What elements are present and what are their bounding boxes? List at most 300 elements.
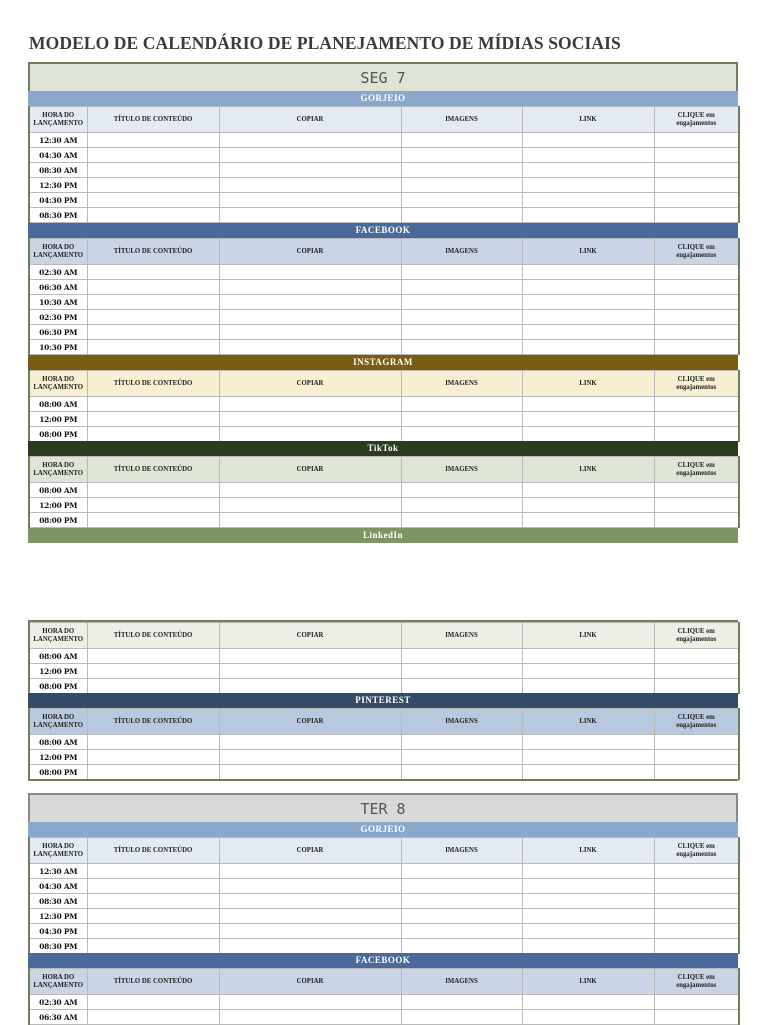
- platform-bar-facebook: FACEBOOK: [28, 953, 738, 968]
- header-copiar: COPIAR: [219, 371, 401, 397]
- platform-bar-tiktok: TikTok: [28, 441, 738, 456]
- header-hora: HORA DO LANÇAMENTO: [29, 969, 87, 995]
- table-row: [29, 909, 739, 924]
- titulo-cell[interactable]: [87, 148, 219, 163]
- imagens-cell[interactable]: [401, 397, 522, 412]
- header-hora: HORA DO LANÇAMENTO: [29, 838, 87, 864]
- header-link: LINK: [522, 457, 654, 483]
- frame-bottom-line: [28, 779, 738, 781]
- titulo-cell[interactable]: [87, 909, 219, 924]
- copiar-cell[interactable]: [219, 513, 401, 528]
- header-clique: CLIQUE em engajamentos: [654, 371, 739, 397]
- header-titulo: TÍTULO DE CONTEÚDO: [87, 709, 219, 735]
- day-header-seg-7: SEG 7: [28, 62, 738, 91]
- table-row: [29, 649, 739, 664]
- imagens-cell[interactable]: [401, 178, 522, 193]
- clique-cell[interactable]: [654, 163, 739, 178]
- copiar-cell[interactable]: [219, 427, 401, 442]
- link-cell[interactable]: [522, 1010, 654, 1025]
- table-row: [29, 412, 739, 427]
- link-cell[interactable]: [522, 280, 654, 295]
- copiar-cell[interactable]: [219, 163, 401, 178]
- column-header-row: [29, 457, 739, 483]
- link-cell[interactable]: [522, 750, 654, 765]
- time-cell: 12:30 PM: [29, 178, 87, 193]
- table-row: [29, 483, 739, 498]
- table-row: [29, 864, 739, 879]
- copiar-cell[interactable]: [219, 178, 401, 193]
- header-clique: CLIQUE em engajamentos: [654, 107, 739, 133]
- link-cell[interactable]: [522, 995, 654, 1010]
- titulo-cell[interactable]: [87, 163, 219, 178]
- table-row: [29, 295, 739, 310]
- copiar-cell[interactable]: [219, 483, 401, 498]
- imagens-cell[interactable]: [401, 310, 522, 325]
- time-cell: 08:30 PM: [29, 939, 87, 954]
- column-header-row: [29, 969, 739, 995]
- header-link: LINK: [522, 838, 654, 864]
- link-cell[interactable]: [522, 133, 654, 148]
- copiar-cell[interactable]: [219, 265, 401, 280]
- imagens-cell[interactable]: [401, 750, 522, 765]
- titulo-cell[interactable]: [87, 765, 219, 780]
- titulo-cell[interactable]: [87, 1010, 219, 1025]
- copiar-cell[interactable]: [219, 894, 401, 909]
- clique-cell[interactable]: [654, 679, 739, 694]
- titulo-cell[interactable]: [87, 178, 219, 193]
- copiar-cell[interactable]: [219, 133, 401, 148]
- header-imagens: IMAGENS: [401, 239, 522, 265]
- header-link: LINK: [522, 371, 654, 397]
- clique-cell[interactable]: [654, 427, 739, 442]
- header-hora: HORA DO LANÇAMENTO: [29, 239, 87, 265]
- imagens-cell[interactable]: [401, 879, 522, 894]
- link-cell[interactable]: [522, 340, 654, 355]
- header-copiar: COPIAR: [219, 969, 401, 995]
- time-cell: 04:30 AM: [29, 879, 87, 894]
- clique-cell[interactable]: [654, 879, 739, 894]
- clique-cell[interactable]: [654, 280, 739, 295]
- table-row: [29, 750, 739, 765]
- header-link: LINK: [522, 623, 654, 649]
- schedule-table-facebook: [28, 238, 740, 355]
- clique-cell[interactable]: [654, 148, 739, 163]
- header-clique: CLIQUE em engajamentos: [654, 457, 739, 483]
- clique-cell[interactable]: [654, 483, 739, 498]
- titulo-cell[interactable]: [87, 397, 219, 412]
- link-cell[interactable]: [522, 412, 654, 427]
- titulo-cell[interactable]: [87, 133, 219, 148]
- imagens-cell[interactable]: [401, 148, 522, 163]
- clique-cell[interactable]: [654, 265, 739, 280]
- time-cell: 08:30 AM: [29, 894, 87, 909]
- link-cell[interactable]: [522, 265, 654, 280]
- copiar-cell[interactable]: [219, 280, 401, 295]
- titulo-cell[interactable]: [87, 864, 219, 879]
- imagens-cell[interactable]: [401, 193, 522, 208]
- clique-cell[interactable]: [654, 939, 739, 954]
- column-header-row: [29, 239, 739, 265]
- titulo-cell[interactable]: [87, 295, 219, 310]
- time-cell: 12:00 PM: [29, 412, 87, 427]
- titulo-cell[interactable]: [87, 679, 219, 694]
- table-row: [29, 939, 739, 954]
- header-link: LINK: [522, 107, 654, 133]
- titulo-cell[interactable]: [87, 208, 219, 223]
- copiar-cell[interactable]: [219, 310, 401, 325]
- header-titulo: TÍTULO DE CONTEÚDO: [87, 969, 219, 995]
- link-cell[interactable]: [522, 483, 654, 498]
- imagens-cell[interactable]: [401, 909, 522, 924]
- header-hora: HORA DO LANÇAMENTO: [29, 623, 87, 649]
- time-cell: 12:00 PM: [29, 750, 87, 765]
- imagens-cell[interactable]: [401, 679, 522, 694]
- table-row: [29, 280, 739, 295]
- table-row: [29, 397, 739, 412]
- platform-bar-gorjeio: GORJEIO: [28, 91, 738, 106]
- header-imagens: IMAGENS: [401, 623, 522, 649]
- copiar-cell[interactable]: [219, 879, 401, 894]
- time-cell: 02:30 AM: [29, 995, 87, 1010]
- link-cell[interactable]: [522, 498, 654, 513]
- header-imagens: IMAGENS: [401, 457, 522, 483]
- link-cell[interactable]: [522, 879, 654, 894]
- header-titulo: TÍTULO DE CONTEÚDO: [87, 838, 219, 864]
- table-row: [29, 178, 739, 193]
- imagens-cell[interactable]: [401, 208, 522, 223]
- time-cell: 08:00 AM: [29, 397, 87, 412]
- header-copiar: COPIAR: [219, 838, 401, 864]
- table-row: [29, 995, 739, 1010]
- titulo-cell[interactable]: [87, 498, 219, 513]
- time-cell: 12:30 AM: [29, 864, 87, 879]
- link-cell[interactable]: [522, 909, 654, 924]
- titulo-cell[interactable]: [87, 193, 219, 208]
- schedule-table-instagram: [28, 370, 740, 442]
- link-cell[interactable]: [522, 649, 654, 664]
- clique-cell[interactable]: [654, 664, 739, 679]
- link-cell[interactable]: [522, 427, 654, 442]
- clique-cell[interactable]: [654, 498, 739, 513]
- table-row: [29, 427, 739, 442]
- titulo-cell[interactable]: [87, 995, 219, 1010]
- header-clique: CLIQUE em engajamentos: [654, 623, 739, 649]
- titulo-cell[interactable]: [87, 427, 219, 442]
- table-row: [29, 924, 739, 939]
- time-cell: 08:00 PM: [29, 679, 87, 694]
- clique-cell[interactable]: [654, 735, 739, 750]
- time-cell: 12:30 AM: [29, 133, 87, 148]
- copiar-cell[interactable]: [219, 397, 401, 412]
- header-copiar: COPIAR: [219, 107, 401, 133]
- schedule-table-gorjeio: [28, 106, 740, 223]
- copiar-cell[interactable]: [219, 765, 401, 780]
- imagens-cell[interactable]: [401, 265, 522, 280]
- titulo-cell[interactable]: [87, 939, 219, 954]
- clique-cell[interactable]: [654, 412, 739, 427]
- copiar-cell[interactable]: [219, 939, 401, 954]
- imagens-cell[interactable]: [401, 498, 522, 513]
- time-cell: 08:00 AM: [29, 649, 87, 664]
- clique-cell[interactable]: [654, 864, 739, 879]
- schedule-table-tiktok: [28, 456, 740, 528]
- imagens-cell[interactable]: [401, 664, 522, 679]
- platform-bar-instagram: INSTAGRAM: [28, 355, 738, 370]
- copiar-cell[interactable]: [219, 679, 401, 694]
- titulo-cell[interactable]: [87, 412, 219, 427]
- imagens-cell[interactable]: [401, 765, 522, 780]
- copiar-cell[interactable]: [219, 340, 401, 355]
- link-cell[interactable]: [522, 939, 654, 954]
- table-row: [29, 765, 739, 780]
- link-cell[interactable]: [522, 735, 654, 750]
- imagens-cell[interactable]: [401, 483, 522, 498]
- clique-cell[interactable]: [654, 178, 739, 193]
- imagens-cell[interactable]: [401, 924, 522, 939]
- table-row: [29, 498, 739, 513]
- imagens-cell[interactable]: [401, 894, 522, 909]
- link-cell[interactable]: [522, 924, 654, 939]
- time-cell: 06:30 AM: [29, 280, 87, 295]
- clique-cell[interactable]: [654, 909, 739, 924]
- imagens-cell[interactable]: [401, 735, 522, 750]
- header-titulo: TÍTULO DE CONTEÚDO: [87, 457, 219, 483]
- header-imagens: IMAGENS: [401, 838, 522, 864]
- header-hora: HORA DO LANÇAMENTO: [29, 457, 87, 483]
- clique-cell[interactable]: [654, 1010, 739, 1025]
- header-copiar: COPIAR: [219, 457, 401, 483]
- clique-cell[interactable]: [654, 325, 739, 340]
- titulo-cell[interactable]: [87, 894, 219, 909]
- time-cell: 08:00 AM: [29, 483, 87, 498]
- imagens-cell[interactable]: [401, 133, 522, 148]
- header-titulo: TÍTULO DE CONTEÚDO: [87, 371, 219, 397]
- table-row: [29, 1010, 739, 1025]
- header-clique: CLIQUE em engajamentos: [654, 969, 739, 995]
- titulo-cell[interactable]: [87, 735, 219, 750]
- copiar-cell[interactable]: [219, 750, 401, 765]
- table-row: [29, 340, 739, 355]
- header-imagens: IMAGENS: [401, 371, 522, 397]
- header-titulo: TÍTULO DE CONTEÚDO: [87, 239, 219, 265]
- table-row: [29, 310, 739, 325]
- clique-cell[interactable]: [654, 340, 739, 355]
- header-copiar: COPIAR: [219, 239, 401, 265]
- time-cell: 08:30 PM: [29, 208, 87, 223]
- header-imagens: IMAGENS: [401, 709, 522, 735]
- titulo-cell[interactable]: [87, 310, 219, 325]
- table-row: [29, 894, 739, 909]
- header-imagens: IMAGENS: [401, 969, 522, 995]
- clique-cell[interactable]: [654, 995, 739, 1010]
- imagens-cell[interactable]: [401, 280, 522, 295]
- copiar-cell[interactable]: [219, 664, 401, 679]
- imagens-cell[interactable]: [401, 995, 522, 1010]
- clique-cell[interactable]: [654, 133, 739, 148]
- time-cell: 10:30 AM: [29, 295, 87, 310]
- imagens-cell[interactable]: [401, 412, 522, 427]
- header-link: LINK: [522, 969, 654, 995]
- link-cell[interactable]: [522, 513, 654, 528]
- table-row: [29, 148, 739, 163]
- copiar-cell[interactable]: [219, 735, 401, 750]
- time-cell: 04:30 AM: [29, 148, 87, 163]
- titulo-cell[interactable]: [87, 280, 219, 295]
- clique-cell[interactable]: [654, 208, 739, 223]
- time-cell: 12:00 PM: [29, 664, 87, 679]
- imagens-cell[interactable]: [401, 649, 522, 664]
- clique-cell[interactable]: [654, 193, 739, 208]
- header-clique: CLIQUE em engajamentos: [654, 239, 739, 265]
- imagens-cell[interactable]: [401, 340, 522, 355]
- link-cell[interactable]: [522, 310, 654, 325]
- clique-cell[interactable]: [654, 765, 739, 780]
- column-header-row: [29, 838, 739, 864]
- table-row: [29, 879, 739, 894]
- time-cell: 04:30 PM: [29, 193, 87, 208]
- header-hora: HORA DO LANÇAMENTO: [29, 709, 87, 735]
- table-row: [29, 163, 739, 178]
- copiar-cell[interactable]: [219, 649, 401, 664]
- titulo-cell[interactable]: [87, 513, 219, 528]
- link-cell[interactable]: [522, 765, 654, 780]
- titulo-cell[interactable]: [87, 924, 219, 939]
- time-cell: 08:00 PM: [29, 427, 87, 442]
- time-cell: 08:00 AM: [29, 735, 87, 750]
- schedule-table-gorjeio: [28, 837, 740, 954]
- clique-cell[interactable]: [654, 750, 739, 765]
- imagens-cell[interactable]: [401, 325, 522, 340]
- link-cell[interactable]: [522, 208, 654, 223]
- table-row: [29, 325, 739, 340]
- time-cell: 06:30 AM: [29, 1010, 87, 1025]
- copiar-cell[interactable]: [219, 864, 401, 879]
- time-cell: 02:30 PM: [29, 310, 87, 325]
- titulo-cell[interactable]: [87, 649, 219, 664]
- day-header-ter-8: TER 8: [28, 793, 738, 822]
- time-cell: 06:30 PM: [29, 325, 87, 340]
- schedule-table-facebook: [28, 968, 740, 1025]
- time-cell: 08:30 AM: [29, 163, 87, 178]
- clique-cell[interactable]: [654, 295, 739, 310]
- header-hora: HORA DO LANÇAMENTO: [29, 107, 87, 133]
- copiar-cell[interactable]: [219, 325, 401, 340]
- clique-cell[interactable]: [654, 649, 739, 664]
- imagens-cell[interactable]: [401, 1010, 522, 1025]
- link-cell[interactable]: [522, 864, 654, 879]
- copiar-cell[interactable]: [219, 295, 401, 310]
- imagens-cell[interactable]: [401, 427, 522, 442]
- link-cell[interactable]: [522, 163, 654, 178]
- header-copiar: COPIAR: [219, 623, 401, 649]
- column-header-row: [29, 371, 739, 397]
- titulo-cell[interactable]: [87, 325, 219, 340]
- copiar-cell[interactable]: [219, 208, 401, 223]
- table-row: [29, 513, 739, 528]
- link-cell[interactable]: [522, 397, 654, 412]
- column-header-row: [29, 107, 739, 133]
- time-cell: 12:00 PM: [29, 498, 87, 513]
- platform-bar-linkedin: LinkedIn: [28, 528, 738, 543]
- titulo-cell[interactable]: [87, 879, 219, 894]
- column-header-row: [29, 709, 739, 735]
- table-row: [29, 664, 739, 679]
- platform-bar-gorjeio: GORJEIO: [28, 822, 738, 837]
- clique-cell[interactable]: [654, 894, 739, 909]
- link-cell[interactable]: [522, 178, 654, 193]
- header-link: LINK: [522, 239, 654, 265]
- time-cell: 02:30 AM: [29, 265, 87, 280]
- link-cell[interactable]: [522, 148, 654, 163]
- platform-bar-pinterest: PINTEREST: [28, 693, 738, 708]
- clique-cell[interactable]: [654, 310, 739, 325]
- clique-cell[interactable]: [654, 397, 739, 412]
- time-cell: 08:00 PM: [29, 765, 87, 780]
- imagens-cell[interactable]: [401, 864, 522, 879]
- titulo-cell[interactable]: [87, 483, 219, 498]
- time-cell: 10:30 PM: [29, 340, 87, 355]
- copiar-cell[interactable]: [219, 148, 401, 163]
- header-clique: CLIQUE em engajamentos: [654, 709, 739, 735]
- link-cell[interactable]: [522, 679, 654, 694]
- imagens-cell[interactable]: [401, 513, 522, 528]
- time-cell: 12:30 PM: [29, 909, 87, 924]
- copiar-cell[interactable]: [219, 995, 401, 1010]
- titulo-cell[interactable]: [87, 265, 219, 280]
- header-titulo: TÍTULO DE CONTEÚDO: [87, 107, 219, 133]
- header-imagens: IMAGENS: [401, 107, 522, 133]
- imagens-cell[interactable]: [401, 163, 522, 178]
- clique-cell[interactable]: [654, 513, 739, 528]
- copiar-cell[interactable]: [219, 909, 401, 924]
- copiar-cell[interactable]: [219, 498, 401, 513]
- link-cell[interactable]: [522, 325, 654, 340]
- table-row: [29, 193, 739, 208]
- copiar-cell[interactable]: [219, 1010, 401, 1025]
- header-titulo: TÍTULO DE CONTEÚDO: [87, 623, 219, 649]
- platform-bar-facebook: FACEBOOK: [28, 223, 738, 238]
- schedule-table-linkedin: [28, 622, 740, 694]
- header-link: LINK: [522, 709, 654, 735]
- time-cell: 08:00 PM: [29, 513, 87, 528]
- link-cell[interactable]: [522, 664, 654, 679]
- table-row: [29, 679, 739, 694]
- titulo-cell[interactable]: [87, 664, 219, 679]
- header-hora: HORA DO LANÇAMENTO: [29, 371, 87, 397]
- copiar-cell[interactable]: [219, 924, 401, 939]
- schedule-table-pinterest: [28, 708, 740, 780]
- header-clique: CLIQUE em engajamentos: [654, 838, 739, 864]
- copiar-cell[interactable]: [219, 412, 401, 427]
- page-title: MODELO DE CALENDÁRIO DE PLANEJAMENTO DE MÍDIAS SOCIAIS: [29, 33, 621, 53]
- titulo-cell[interactable]: [87, 340, 219, 355]
- time-cell: 04:30 PM: [29, 924, 87, 939]
- copiar-cell[interactable]: [219, 193, 401, 208]
- table-row: [29, 208, 739, 223]
- imagens-cell[interactable]: [401, 939, 522, 954]
- table-row: [29, 133, 739, 148]
- column-header-row: [29, 623, 739, 649]
- link-cell[interactable]: [522, 193, 654, 208]
- link-cell[interactable]: [522, 894, 654, 909]
- imagens-cell[interactable]: [401, 295, 522, 310]
- titulo-cell[interactable]: [87, 750, 219, 765]
- header-copiar: COPIAR: [219, 709, 401, 735]
- table-row: [29, 735, 739, 750]
- clique-cell[interactable]: [654, 924, 739, 939]
- link-cell[interactable]: [522, 295, 654, 310]
- table-row: [29, 265, 739, 280]
